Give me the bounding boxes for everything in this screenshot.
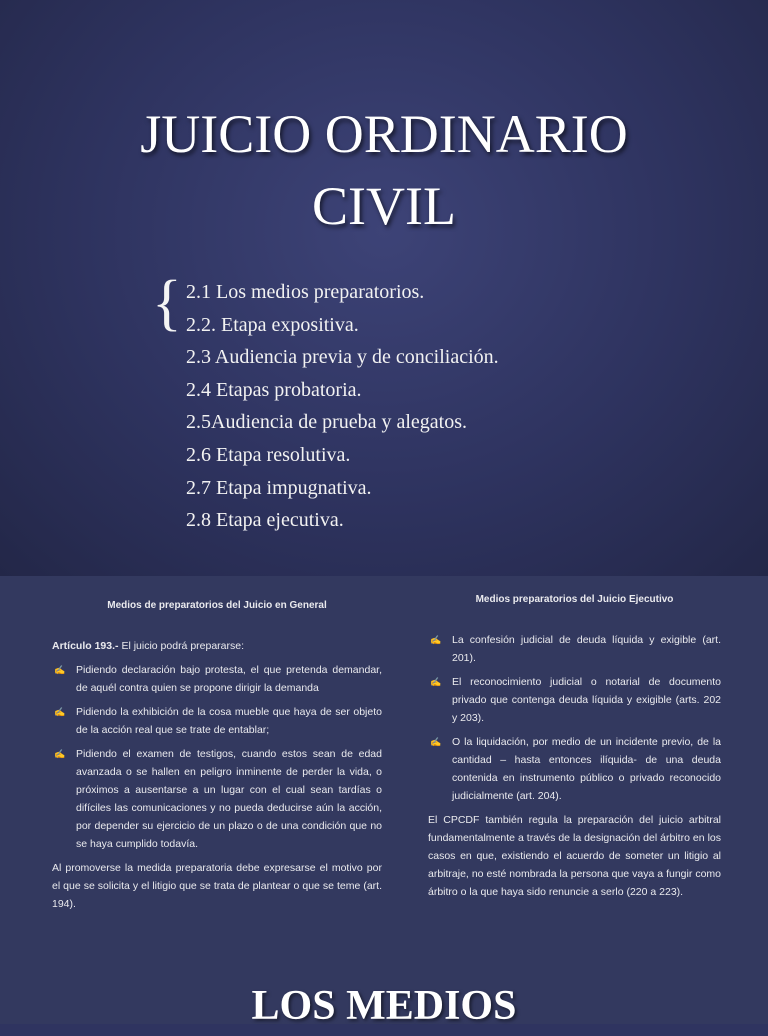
next-slide-title: LOS MEDIOS <box>251 983 517 1029</box>
list-item-text: O la liquidación, por medio de un incidente previo, de la cantidad – hasta entonces ilíquida- de una deuda contenida en instrumento público o privado reconocido judicialmente (art. 204). <box>452 736 721 802</box>
pen-bullet-icon: ✍ <box>430 677 442 687</box>
toc-item: 2.5Audiencia de prueba y alegatos. <box>186 411 468 434</box>
pen-bullet-icon: ✍ <box>430 635 442 645</box>
pen-bullet-icon: ✍ <box>54 707 66 717</box>
toc-item: 2.2. Etapa expositiva. <box>186 313 359 336</box>
brace-icon: { <box>152 269 182 337</box>
toc-item: 2.1 Los medios preparatorios. <box>186 281 425 303</box>
toc-item: 2.6 Etapa resolutiva. <box>186 443 351 466</box>
slide-title <box>0 98 768 242</box>
toc-item: 2.3 Audiencia previa y de conciliación. <box>186 346 499 369</box>
right-closing-paragraph: El CPCDF también regula la preparación del juicio arbitral fundamentalmente a través de la designación del árbitro en los casos en que, existiendo el acuerdo de someter un litigio al arbitraje, no esté nombrada la persona que vaya a fungir como árbitro o la que haya sido renuncie a serlo (220 a 223). <box>428 814 721 898</box>
right-heading: Medios preparatorios del Juicio Ejecutivo <box>475 594 674 605</box>
list-item-text: Pidiendo la exhibición de la cosa mueble que haya de ser objeto de la acción real que se trate de entablar; <box>76 706 382 736</box>
list-item <box>52 745 382 853</box>
pen-bullet-icon: ✍ <box>54 665 66 675</box>
article-intro-text: El juicio podrá prepararse: <box>118 640 245 652</box>
list-item-text: Pidiendo el examen de testigos, cuando estos sean de edad avanzada o se hallen en peligro inminente de perder la vida, o próximos a ausentarse a un lugar con el cual sean tardías o difíciles las comunicaciones y no pueda deducirse aún la acción, por depender su ejercicio de un plazo o de una condición que no se haya cumplido todavía. <box>76 748 382 850</box>
list-item-text: La confesión judicial de deuda líquida y exigible (art. 201). <box>452 634 721 664</box>
list-item <box>428 733 721 805</box>
list-item <box>428 631 721 667</box>
left-closing-paragraph: Al promoverse la medida preparatoria debe expresarse el motivo por el que se solicita y el litigio que se trata de plantear o que se teme (art. 194). <box>52 862 382 910</box>
table-of-contents <box>186 276 499 537</box>
title-line-1: JUICIO ORDINARIO <box>140 104 628 164</box>
right-column <box>428 591 721 907</box>
list-item-text: El reconocimiento judicial o notarial de documento privado que contenga deuda líquida y exigible (arts. 202 y 203). <box>452 676 721 724</box>
left-column <box>52 597 382 919</box>
article-intro <box>52 637 382 655</box>
right-bullet-list <box>428 631 721 805</box>
article-number: Artículo 193.- <box>52 640 119 652</box>
pen-bullet-icon: ✍ <box>54 749 66 759</box>
toc-item: 2.7 Etapa impugnativa. <box>186 476 372 499</box>
list-item-text: Pidiendo declaración bajo protesta, el que pretenda demandar, de aquél contra quien se propone dirigir la demanda <box>76 664 382 694</box>
list-item <box>52 703 382 739</box>
left-bullet-list <box>52 661 382 853</box>
list-item <box>428 673 721 727</box>
title-line-2: CIVIL <box>312 176 456 236</box>
toc-item: 2.8 Etapa ejecutiva. <box>186 509 344 532</box>
toc-item: 2.4 Etapas probatoria. <box>186 378 362 401</box>
left-heading: Medios de preparatorios del Juicio en General <box>107 600 327 611</box>
list-item <box>52 661 382 697</box>
pen-bullet-icon: ✍ <box>430 737 442 747</box>
